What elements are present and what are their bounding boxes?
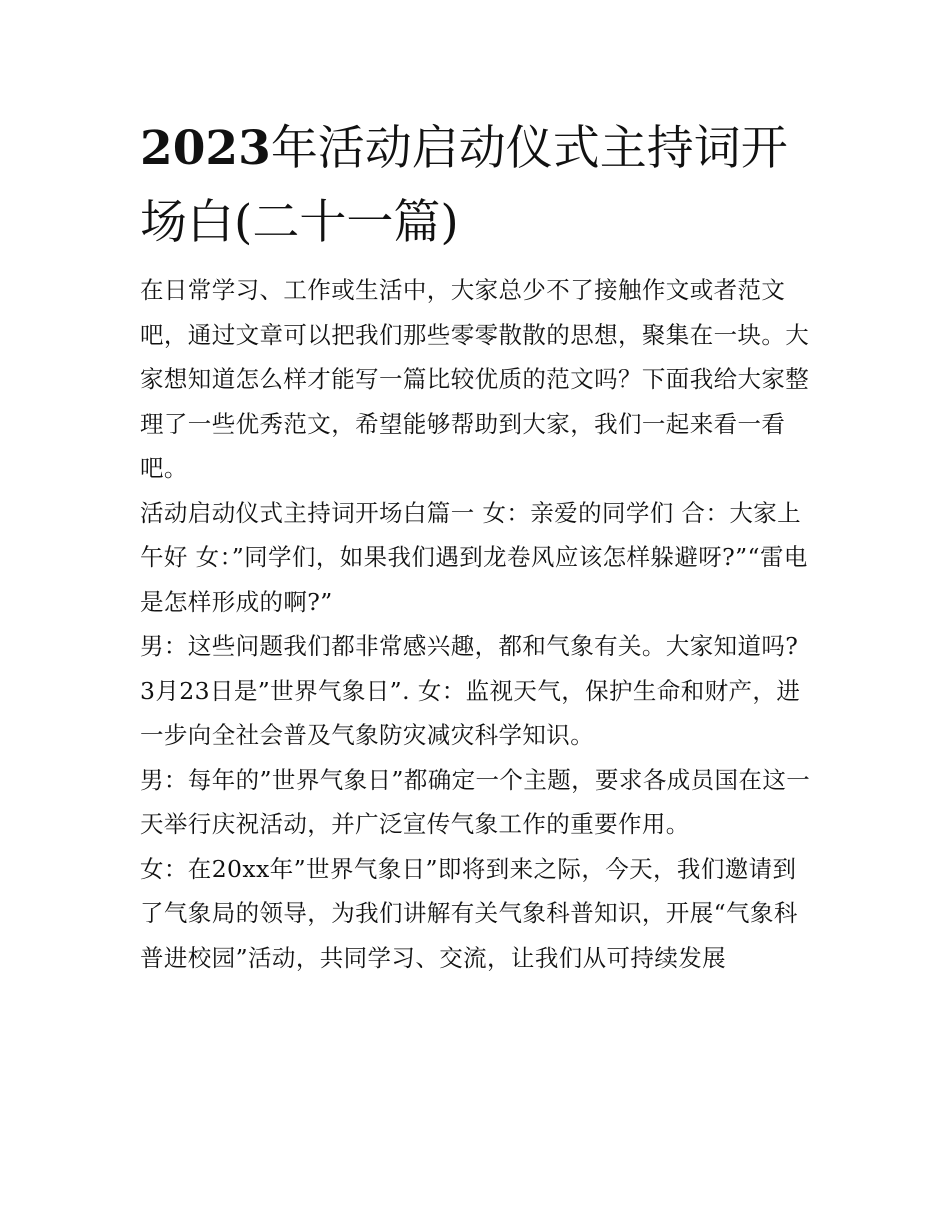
- paragraph-male-2: 男：每年的”世界气象日”都确定一个主题，要求各成员国在这一天举行庆祝活动，并广泛宣传气象工作的重要作用。: [140, 765, 811, 838]
- title-year: 2023: [140, 121, 271, 176]
- document-body: [140, 268, 812, 980]
- paragraph-opening: 活动启动仪式主持词开场白篇一 女：亲爱的同学们 合：大家上午好 女：”同学们，如果我们遇到龙卷风应该怎样躲避呀?”“雷电是怎样形成的啊?”: [140, 498, 808, 616]
- paragraph-male-1: 男：这些问题我们都非常感兴趣，都和气象有关。大家知道吗?3月23日是”世界气象日”. 女：监视天气，保护生命和财产，进一步向全社会普及气象防灾减灾科学知识。: [140, 632, 801, 749]
- title-text: 年活动启动仪式主持词开场白(二十一篇): [140, 121, 788, 250]
- paragraph-intro: 在日常学习、工作或生活中，大家总少不了接触作文或者范文吧，通过文章可以把我们那些零零散散的思想，聚集在一块。大家想知道怎么样才能写一篇比较优质的范文吗？下面我给大家整理了一些优秀范文，希望能够帮助到大家，我们一起来看一看吧。: [140, 276, 810, 482]
- paragraph-female-1: 女：在20xx年”世界气象日”即将到来之际，今天，我们邀请到了气象局的领导，为我们讲解有关气象科普知识，开展“气象科普进校园”活动，共同学习、交流，让我们从可持续发展: [140, 854, 798, 972]
- document-page: [140, 112, 812, 980]
- document-title: [140, 112, 812, 260]
